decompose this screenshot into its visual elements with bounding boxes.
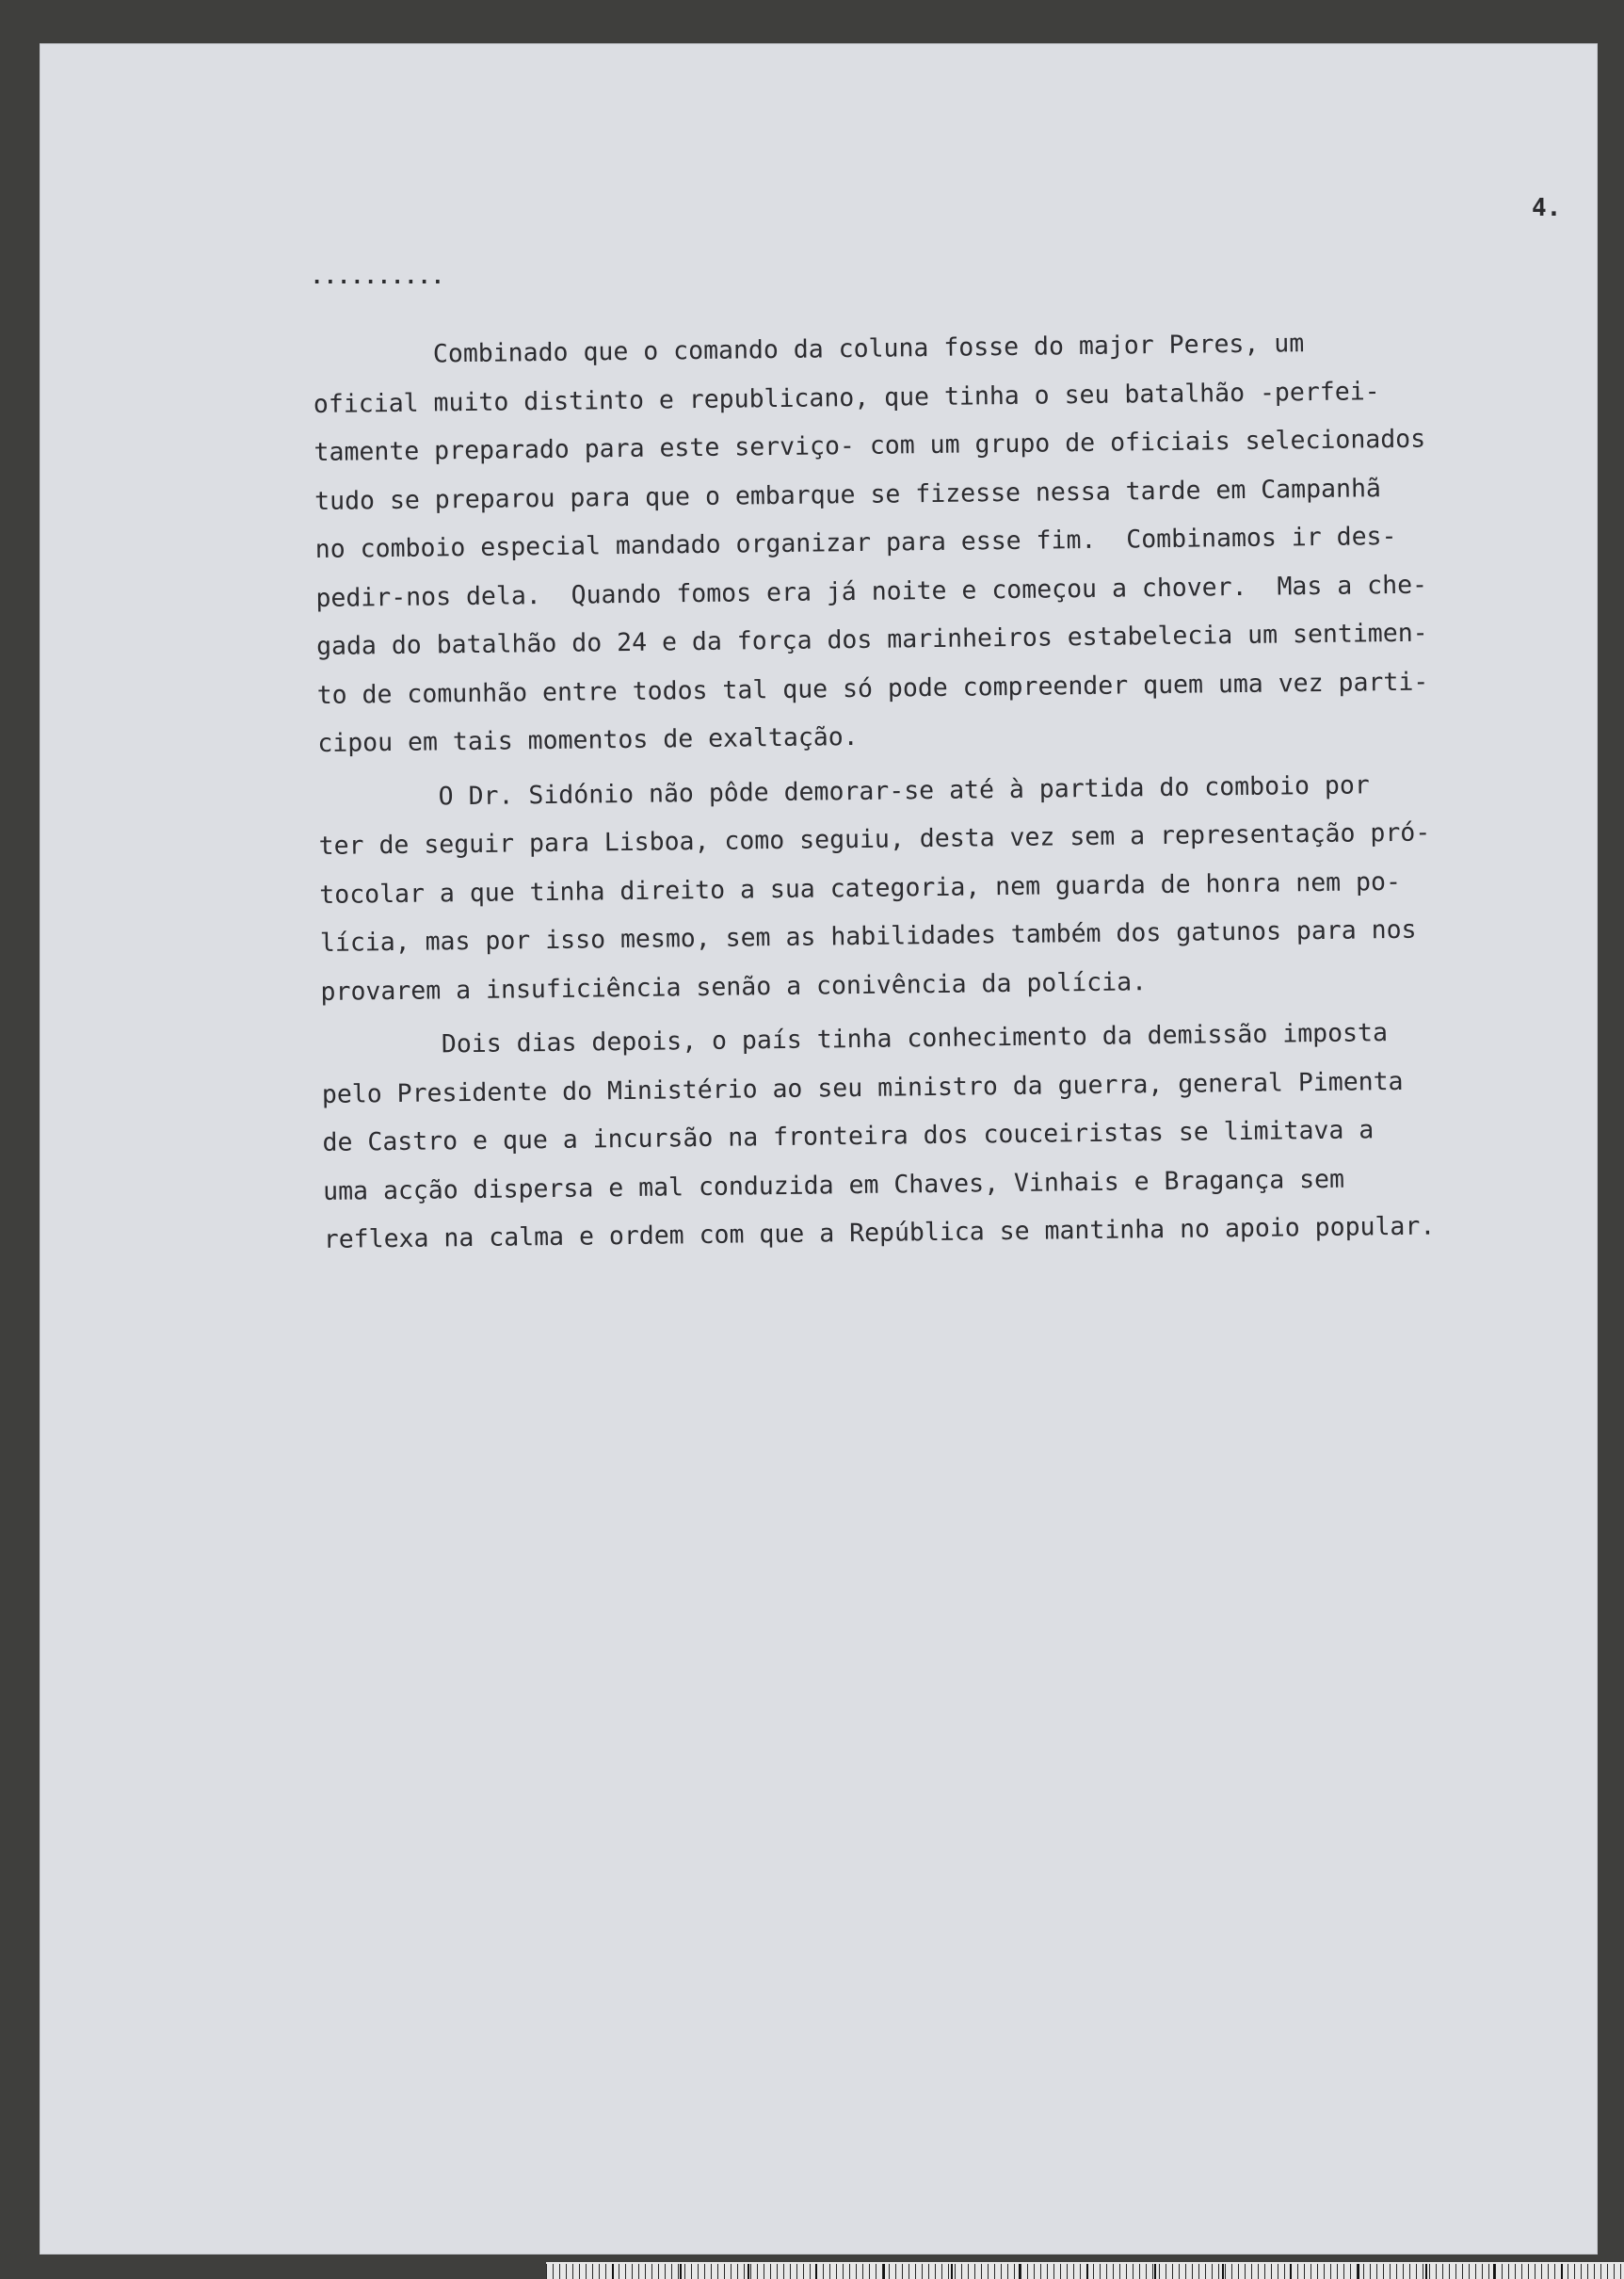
text-line: de Castro e que a incursão na fronteira dos couceiristas se limitava a [322,1115,1375,1157]
paragraph-2 [318,758,1587,1016]
paragraph-3 [321,1007,1590,1265]
text-line: to de comunhão entre todos tal que só pode compreender quem uma vez parti- [316,667,1429,710]
text-line: cipou em tais momentos de exaltação. [317,721,859,758]
text-line: Combinado que o comando da coluna fosse do major Peres, um [313,329,1305,370]
text-line: reflexa na calma e ordem com que a República se mantinha no apoio popular. [323,1211,1436,1254]
text-line: tocolar a que tinha direito a sua categoria, nem guarda de honra nem po- [319,866,1402,910]
text-line: pedir-nos dela. Quando fomos era já noite e começou a chover. Mas a che- [315,570,1428,613]
text-line: provarem a insuficiência senão a conivência da polícia. [320,966,1148,1007]
document-body [313,316,1590,1265]
text-line: no comboio especial mandado organizar para esse fim. Combinamos ir des- [314,521,1397,564]
text-line: oficial muito distinto e republicano, que tinha o seu batalhão -perfei- [313,376,1380,419]
text-line: Dois dias depois, o país tinha conhecimento da demissão imposta [321,1018,1389,1060]
text-line: gada do batalhão do 24 e da força dos marinheiros estabelecia um sentimen- [315,618,1428,661]
continuation-dots: .......... [311,266,445,289]
text-line: O Dr. Sidónio não pôde demorar-se até à partida do comboio por [317,769,1370,813]
text-line: tamente preparado para este serviço- com um grupo de oficiais selecionados [314,424,1426,467]
typewritten-sheet [40,43,1598,2255]
text-line: lícia, mas por isso mesmo, sem as habilidades também dos gatunos para nos [319,914,1417,958]
text-line: uma acção dispersa e mal conduzida em Chaves, Vinhais e Bragança sem [322,1164,1345,1206]
scale-ruler [546,2262,1624,2279]
text-line: pelo Presidente do Ministério ao seu ministro da guerra, general Pimenta [321,1066,1404,1109]
paragraph-1 [313,316,1584,768]
page-number: 4. [1532,194,1562,222]
text-line: ter de seguir para Lisboa, como seguiu, desta vez sem a representação pró- [318,817,1431,861]
ruler-ticks [546,2264,1624,2279]
text-line: tudo se preparou para que o embarque se fizesse nessa tarde em Campanhã [314,473,1382,516]
